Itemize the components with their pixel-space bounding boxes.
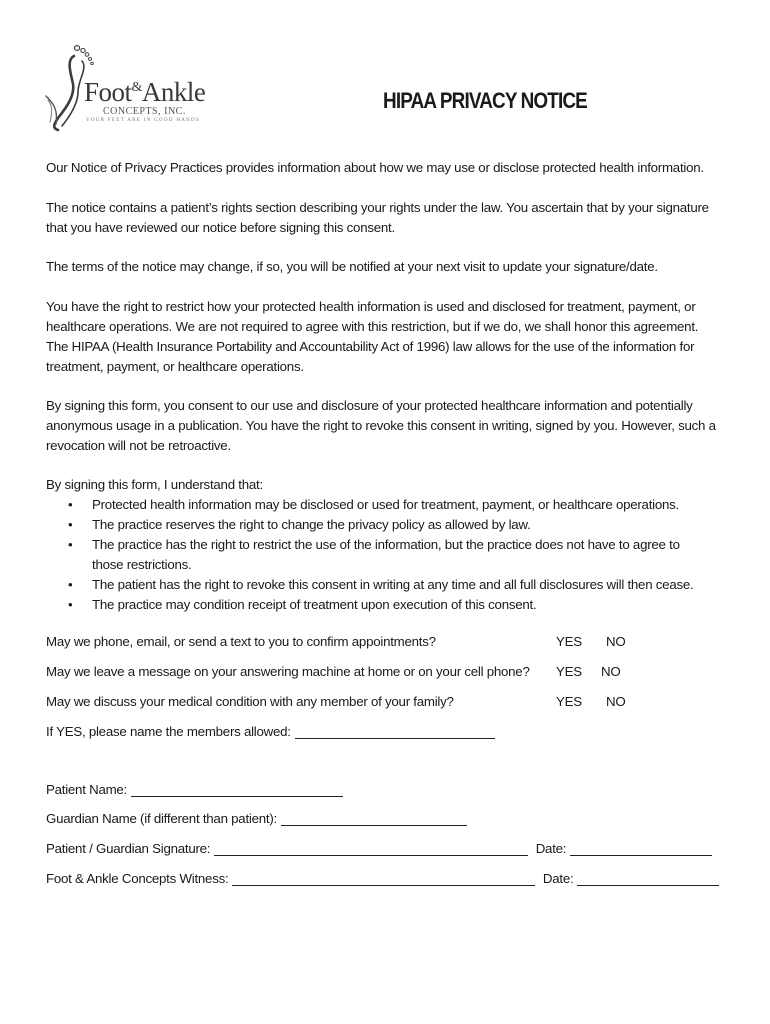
understand-intro: By signing this form, I understand that:	[46, 477, 263, 492]
paragraph-line: revocation will not be retroactive.	[46, 438, 231, 453]
witness-field	[46, 871, 719, 891]
no-option[interactable]: NO	[606, 694, 626, 709]
paragraph-line: Our Notice of Privacy Practices provides information about how we may use or disclose protected health information.	[46, 160, 704, 175]
question-text: May we discuss your medical condition with any member of your family?	[46, 694, 454, 709]
logo-ampersand: &	[131, 80, 142, 95]
paragraph-line: You have the right to restrict how your protected health information is used and disclosed for treatment, payment, or	[46, 299, 696, 314]
yes-option[interactable]: YES	[556, 664, 582, 679]
members-allowed-line[interactable]	[295, 724, 495, 739]
guardian-name-line[interactable]	[281, 811, 467, 826]
list-item	[46, 575, 736, 595]
list-item	[46, 495, 736, 515]
paragraph-3	[46, 257, 736, 277]
members-allowed-field	[46, 724, 495, 744]
no-option[interactable]: NO	[606, 634, 626, 649]
list-item-text: The patient has the right to revoke this consent in writing at any time and all full disclosures will then cease.	[92, 577, 694, 592]
question-confirm-appointments	[46, 634, 686, 654]
signature-line[interactable]	[214, 841, 528, 856]
question-text: May we phone, email, or send a text to you to confirm appointments?	[46, 634, 436, 649]
paragraph-line: The terms of the notice may change, if so, you will be notified at your next visit to update your signature/date.	[46, 259, 658, 274]
yes-option[interactable]: YES	[556, 634, 582, 649]
no-option[interactable]: NO	[601, 664, 621, 679]
logo-word-foot: Foot	[84, 77, 132, 107]
patient-name-field	[46, 782, 343, 802]
paragraph-line: By signing this form, you consent to our use and disclosure of your protected healthcare information and potentially	[46, 398, 693, 413]
signature-date-line[interactable]	[570, 841, 712, 856]
paragraph-4	[46, 297, 736, 377]
question-text: May we leave a message on your answering machine at home or on your cell phone?	[46, 664, 530, 679]
paragraph-2	[46, 198, 736, 238]
members-allowed-label: If YES, please name the members allowed:	[46, 724, 291, 739]
witness-label: Foot & Ankle Concepts Witness:	[46, 871, 229, 886]
yes-option[interactable]: YES	[556, 694, 582, 709]
paragraph-1	[46, 158, 736, 178]
paragraph-line: treatment, payment, or healthcare operations.	[46, 359, 304, 374]
foot-ankle-logo	[44, 44, 220, 132]
signature-field	[46, 841, 712, 861]
paragraph-5	[46, 396, 736, 456]
patient-name-label: Patient Name:	[46, 782, 128, 797]
question-leave-message	[46, 664, 686, 684]
witness-date-line[interactable]	[577, 871, 719, 886]
list-item-text: those restrictions.	[92, 557, 192, 572]
paragraph-line: that you have reviewed our notice before signing this consent.	[46, 220, 395, 235]
logo-wordmark	[84, 79, 205, 106]
witness-line[interactable]	[232, 871, 535, 886]
list-item	[46, 595, 736, 615]
list-item-text: The practice reserves the right to change the privacy policy as allowed by law.	[92, 517, 531, 532]
list-item	[46, 535, 736, 575]
logo-concepts: CONCEPTS, INC.	[103, 106, 186, 117]
question-discuss-family	[46, 694, 686, 714]
page-title: HIPAA PRIVACY NOTICE	[383, 88, 587, 113]
guardian-name-label: Guardian Name (if different than patient):	[46, 811, 277, 826]
paragraph-line: healthcare operations. We are not required to agree with this restriction, but if we do, we shall honor this agreement.	[46, 319, 699, 334]
understand-section	[46, 475, 736, 615]
logo-tagline: YOUR FEET ARE IN GOOD HANDS	[86, 118, 201, 123]
paragraph-line: The HIPAA (Health Insurance Portability and Accountability Act of 1996) law allows for the use of the information for	[46, 339, 695, 354]
paragraph-line: anonymous usage in a publication. You have the right to revoke this consent in writing, signed by you. However, such a	[46, 418, 716, 433]
logo-word-ankle: Ankle	[141, 77, 206, 107]
patient-name-line[interactable]	[131, 782, 343, 797]
understand-list	[46, 495, 736, 615]
witness-date-label: Date:	[542, 871, 574, 886]
list-item-text: The practice may condition receipt of treatment upon execution of this consent.	[92, 597, 537, 612]
list-item	[46, 515, 736, 535]
list-item-text: The practice has the right to restrict the use of the information, but the practice does not have to agree to	[92, 537, 680, 552]
signature-label: Patient / Guardian Signature:	[46, 841, 211, 856]
list-item-text: Protected health information may be disclosed or used for treatment, payment, or healthcare operations.	[92, 497, 679, 512]
guardian-name-field	[46, 811, 467, 831]
signature-date-label: Date:	[535, 841, 567, 856]
paragraph-line: The notice contains a patient’s rights section describing your rights under the law. You ascertain that by your signature	[46, 200, 709, 215]
